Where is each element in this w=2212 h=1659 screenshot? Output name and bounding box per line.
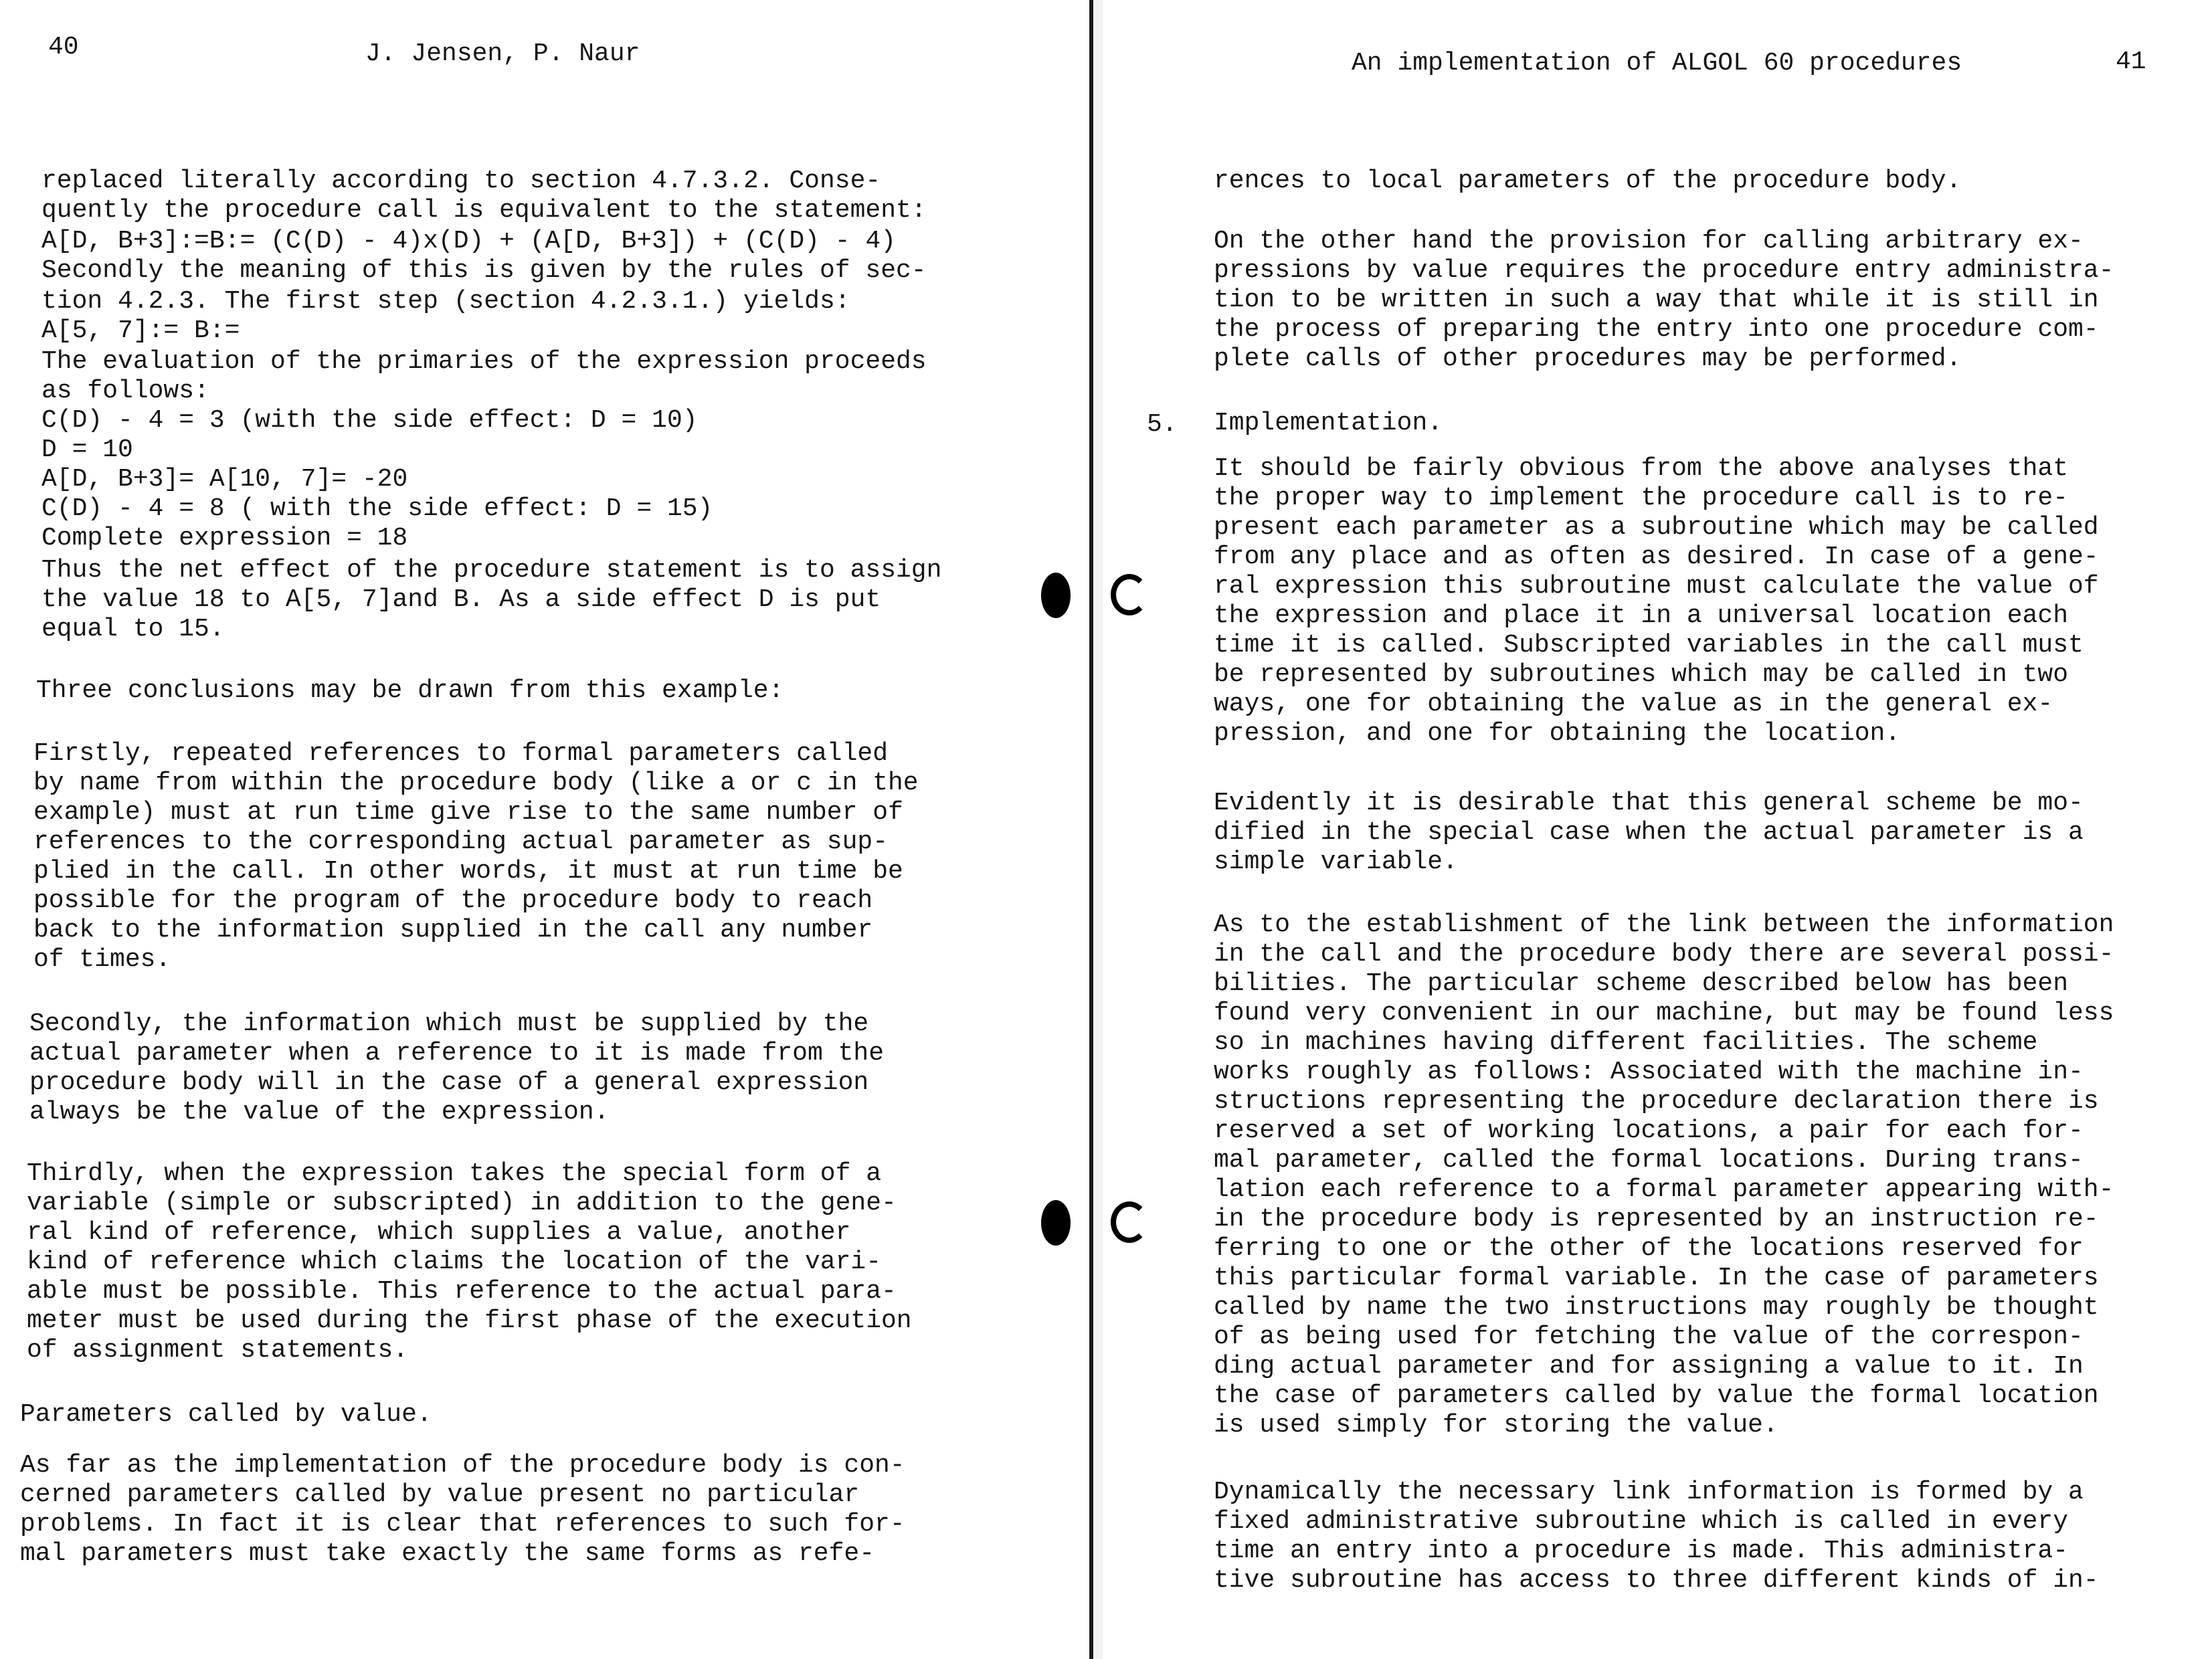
right-line: lation each reference to a formal parameter appearing with- bbox=[1214, 1175, 2114, 1204]
left-line: kind of reference which claims the location of the vari- bbox=[27, 1248, 882, 1276]
left-line: the value 18 to A[5, 7]and B. As a side effect D is put bbox=[41, 585, 881, 614]
right-line: As to the establishment of the link between the information bbox=[1214, 910, 2114, 939]
left-line: of times. bbox=[33, 945, 171, 974]
left-line: problems. In fact it is clear that references to such for- bbox=[20, 1510, 905, 1539]
left-line: Three conclusions may be drawn from this example: bbox=[36, 676, 784, 705]
right-line: found very convenient in our machine, but may be found less bbox=[1214, 999, 2114, 1028]
right-line: the case of parameters called by value the formal location bbox=[1214, 1381, 2099, 1410]
right-line: the proper way to implement the procedure call is to re- bbox=[1214, 484, 2069, 512]
left-line: ral kind of reference, which supplies a value, another bbox=[27, 1218, 851, 1247]
left-line: quently the procedure call is equivalent to the statement: bbox=[41, 196, 927, 225]
right-line: tive subroutine has access to three different kinds of in- bbox=[1214, 1566, 2099, 1595]
right-line: be represented by subroutines which may be called in two bbox=[1214, 660, 2069, 689]
left-line: Secondly the meaning of this is given by the rules of sec- bbox=[41, 256, 927, 285]
right-line: in the procedure body is represented by an instruction re- bbox=[1214, 1205, 2099, 1234]
left-line: equal to 15. bbox=[41, 615, 225, 644]
right-line: Dynamically the necessary link information is formed by a bbox=[1214, 1478, 2084, 1506]
left-line: Parameters called by value. bbox=[20, 1400, 432, 1429]
left-line: example) must at run time give rise to the same number of bbox=[33, 798, 903, 827]
right-line: the expression and place it in a universal location each bbox=[1214, 601, 2069, 630]
binder-hole-mark-lower bbox=[1111, 1201, 1148, 1243]
right-line: mal parameter, called the formal locations. During trans- bbox=[1214, 1146, 2084, 1175]
right-line: structions representing the procedure declaration there is bbox=[1214, 1087, 2099, 1116]
binder-hole-mark-upper bbox=[1111, 574, 1148, 615]
left-line: meter must be used during the first phase of the execution bbox=[27, 1306, 912, 1335]
left-line: Complete expression = 18 bbox=[41, 524, 408, 553]
left-line: C(D) - 4 = 3 (with the side effect: D = 10) bbox=[41, 406, 698, 435]
right-line: bilities. The particular scheme described below has been bbox=[1214, 969, 2069, 998]
right-line: Evidently it is desirable that this general scheme be mo- bbox=[1214, 789, 2084, 817]
right-line: reserved a set of working locations, a pair for each for- bbox=[1214, 1116, 2084, 1145]
left-line: tion 4.2.3. The first step (section 4.2.3.1.) yields: bbox=[41, 287, 850, 316]
right-line: fixed administrative subroutine which is called in every bbox=[1214, 1507, 2069, 1536]
left-line: always be the value of the expression. bbox=[29, 1098, 610, 1127]
left-line: possible for the program of the procedure body to reach bbox=[33, 886, 873, 915]
left-line: as follows: bbox=[41, 377, 209, 405]
right-line: ding actual parameter and for assigning a value to it. In bbox=[1214, 1352, 2084, 1381]
binder-hole-upper bbox=[1041, 573, 1071, 618]
right-line: pression, and one for obtaining the location. bbox=[1214, 719, 1901, 748]
right-line: ways, one for obtaining the value as in the general ex- bbox=[1214, 690, 2053, 718]
left-line: references to the corresponding actual parameter as sup- bbox=[33, 827, 889, 856]
right-line: present each parameter as a subroutine which may be called bbox=[1214, 513, 2099, 542]
left-line: C(D) - 4 = 8 ( with the side effect: D = 15) bbox=[41, 494, 713, 523]
right-line: ferring to one or the other of the locations reserved for bbox=[1214, 1234, 2084, 1263]
binder-hole-lower bbox=[1041, 1200, 1071, 1246]
right-line: pressions by value requires the procedure entry administra- bbox=[1214, 256, 2114, 285]
right-line: is used simply for storing the value. bbox=[1214, 1411, 1778, 1440]
page-number: 41 bbox=[2116, 47, 2146, 76]
left-page bbox=[0, 0, 1089, 1659]
left-line: plied in the call. In other words, it must at run time be bbox=[33, 857, 903, 886]
right-line: so in machines having different facilities. The scheme bbox=[1214, 1028, 2038, 1057]
left-line: A[D, B+3]:=B:= (C(D) - 4)x(D) + (A[D, B+3]) + (C(D) - 4) bbox=[41, 227, 897, 256]
right-line: works roughly as follows: Associated with the machine in- bbox=[1214, 1058, 2084, 1086]
right-line: from any place and as often as desired. In case of a gene- bbox=[1214, 543, 2099, 571]
right-line: ral expression this subroutine must calculate the value of bbox=[1214, 572, 2099, 601]
left-line: A[5, 7]:= B:= bbox=[41, 316, 240, 345]
right-line: It should be fairly obvious from the above analyses that bbox=[1214, 454, 2069, 483]
right-line: simple variable. bbox=[1214, 848, 1458, 876]
left-line: Thirdly, when the expression takes the special form of a bbox=[27, 1159, 882, 1188]
section-number: 5. bbox=[1147, 410, 1178, 439]
right-page bbox=[1103, 0, 2212, 1659]
left-line: D = 10 bbox=[41, 435, 133, 464]
right-line: of as being used for fetching the value of the correspon- bbox=[1214, 1323, 2084, 1351]
left-line: cerned parameters called by value present no particular bbox=[20, 1480, 860, 1509]
right-line: tion to be written in such a way that while it is still in bbox=[1214, 286, 2099, 314]
left-line: Secondly, the information which must be supplied by the bbox=[29, 1009, 869, 1038]
left-line: As far as the implementation of the procedure body is con- bbox=[20, 1451, 905, 1480]
left-line: able must be possible. This reference to the actual para- bbox=[27, 1277, 897, 1306]
right-line: Implementation. bbox=[1214, 409, 1443, 437]
right-line: time an entry into a procedure is made. This administra- bbox=[1214, 1537, 2069, 1565]
left-line: by name from within the procedure body (like a or c in the bbox=[33, 769, 919, 797]
right-line: rences to local parameters of the procedure body. bbox=[1214, 167, 1962, 195]
page-gutter bbox=[1089, 0, 1103, 1659]
page-number: 40 bbox=[48, 33, 79, 62]
right-line: On the other hand the provision for calling arbitrary ex- bbox=[1214, 227, 2084, 256]
left-line: Firstly, repeated references to formal parameters called bbox=[33, 739, 889, 768]
left-line: The evaluation of the primaries of the expression proceeds bbox=[41, 347, 927, 376]
left-line: of assignment statements. bbox=[27, 1336, 409, 1365]
right-line: the process of preparing the entry into one procedure com- bbox=[1214, 315, 2099, 344]
right-line: called by name the two instructions may roughly be thought bbox=[1214, 1293, 2099, 1322]
right-line: plete calls of other procedures may be performed. bbox=[1214, 345, 1962, 373]
left-line: Thus the net effect of the procedure statement is to assign bbox=[41, 556, 942, 585]
right-line: this particular formal variable. In the case of parameters bbox=[1214, 1264, 2099, 1292]
left-line: mal parameters must take exactly the same forms as refe- bbox=[20, 1539, 875, 1568]
left-line: actual parameter when a reference to it is made from the bbox=[29, 1039, 885, 1068]
left-line: back to the information supplied in the call any number bbox=[33, 916, 873, 945]
left-line: replaced literally according to section 4.7.3.2. Conse- bbox=[41, 167, 881, 195]
running-head: An implementation of ALGOL 60 procedures bbox=[1352, 49, 1962, 78]
left-line: procedure body will in the case of a general expression bbox=[29, 1068, 869, 1097]
left-line: A[D, B+3]= A[10, 7]= -20 bbox=[41, 465, 408, 494]
running-head: J. Jensen, P. Naur bbox=[365, 39, 640, 68]
right-line: time it is called. Subscripted variables in the call must bbox=[1214, 631, 2084, 660]
right-line: in the call and the procedure body there are several possi- bbox=[1214, 940, 2114, 969]
right-line: dified in the special case when the actual parameter is a bbox=[1214, 818, 2084, 847]
left-line: variable (simple or subscripted) in addition to the gene- bbox=[27, 1189, 897, 1217]
